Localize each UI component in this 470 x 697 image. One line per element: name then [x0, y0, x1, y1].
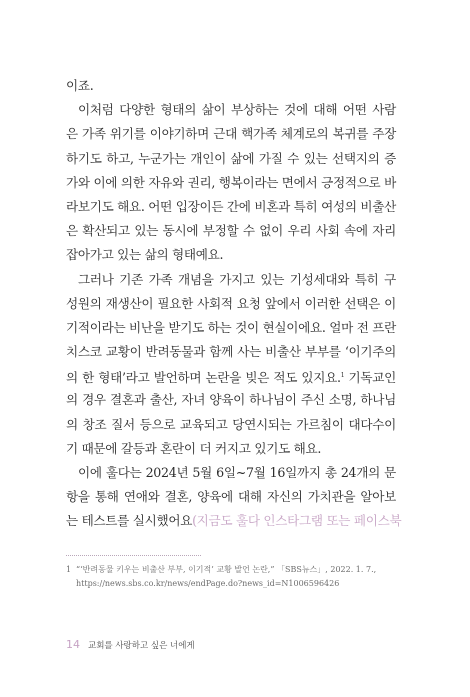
text-segment: 의 한 형태’라고 발언하며 논란을 빚은 적도 있지요. — [66, 370, 341, 386]
text-line: 가와 이에 의한 자유와 권리, 행복이라는 면에서 긍정적으로 바 — [66, 174, 396, 190]
text-segment: 기독교인 — [348, 370, 396, 386]
text-segment: 는 테스트를 실시했어요 — [66, 513, 193, 529]
text-line: 성원의 재생산이 필요한 사회적 요청 앞에서 이러한 선택은 이 — [66, 295, 396, 311]
text-line: 이죠. — [66, 78, 94, 93]
footnote-citation: “‘반려동물 키우는 비출산 부부, 이기적’ 교황 발언 논란,” 「SBS뉴스」, 2022. 1. 7., — [76, 565, 377, 574]
text-line: 은 가족 위기를 이야기하며 근대 핵가족 체계로의 복귀를 주장 — [66, 126, 396, 142]
body-text — [66, 74, 402, 534]
text-line: 이에 훌다는 2024년 5월 6일~7월 16일까지 총 24개의 문 — [78, 465, 396, 480]
text-line: 기 때문에 갈등과 혼란이 더 커지고 있기도 해요. — [66, 440, 322, 456]
text-line: 잡아가고 있는 삶의 형태예요. — [66, 247, 224, 263]
text-line — [66, 509, 402, 533]
text-line: 은 확산되고 있는 동시에 부정할 수 없이 우리 사회 속에 자리 — [66, 223, 396, 239]
footnote-url[interactable]: https://news.sbs.co.kr/news/endPage.do?news_id=N1006596426 — [76, 579, 340, 588]
text-line: 하기도 하고, 누군가는 개인이 삶에 가질 수 있는 선택지의 증 — [66, 150, 396, 166]
text-line — [66, 364, 396, 388]
text-line: 그러나 기존 가족 개념을 가지고 있는 기성세대와 특히 구 — [78, 271, 396, 287]
text-line: 의 경우 결혼과 출산, 자녀 양육이 하나님이 주신 소명, 하나님 — [66, 392, 396, 408]
highlighted-text: (지금도 훌다 인스타그램 또는 페이스북 — [192, 513, 402, 529]
footnote — [66, 563, 406, 591]
page-number: 14 — [66, 638, 80, 651]
page-footer — [66, 638, 195, 651]
text-line: 치스코 교황이 반려동물과 함께 사는 비출산 부부를 ‘이기주의 — [66, 344, 396, 360]
text-line: 항을 통해 연애와 결혼, 양육에 대해 자신의 가치관을 알아보 — [66, 489, 396, 505]
running-title: 교회를 사랑하고 싶은 너에게 — [88, 641, 195, 651]
footnote-reference[interactable]: 1 — [340, 372, 345, 380]
text-line: 의 창조 질서 등으로 교육되고 당연시되는 가르침이 대다수이 — [66, 416, 396, 432]
footnote-number: 1 — [66, 565, 72, 574]
text-line: 기적이라는 비난을 받기도 하는 것이 현실이에요. 얼마 전 프란 — [66, 319, 396, 335]
footnote-divider — [66, 555, 201, 556]
text-line: 라보기도 해요. 어떤 입장이든 간에 비혼과 특히 여성의 비출산 — [66, 198, 396, 214]
text-line: 이처럼 다양한 형태의 삶이 부상하는 것에 대해 어떤 사람 — [78, 102, 396, 118]
